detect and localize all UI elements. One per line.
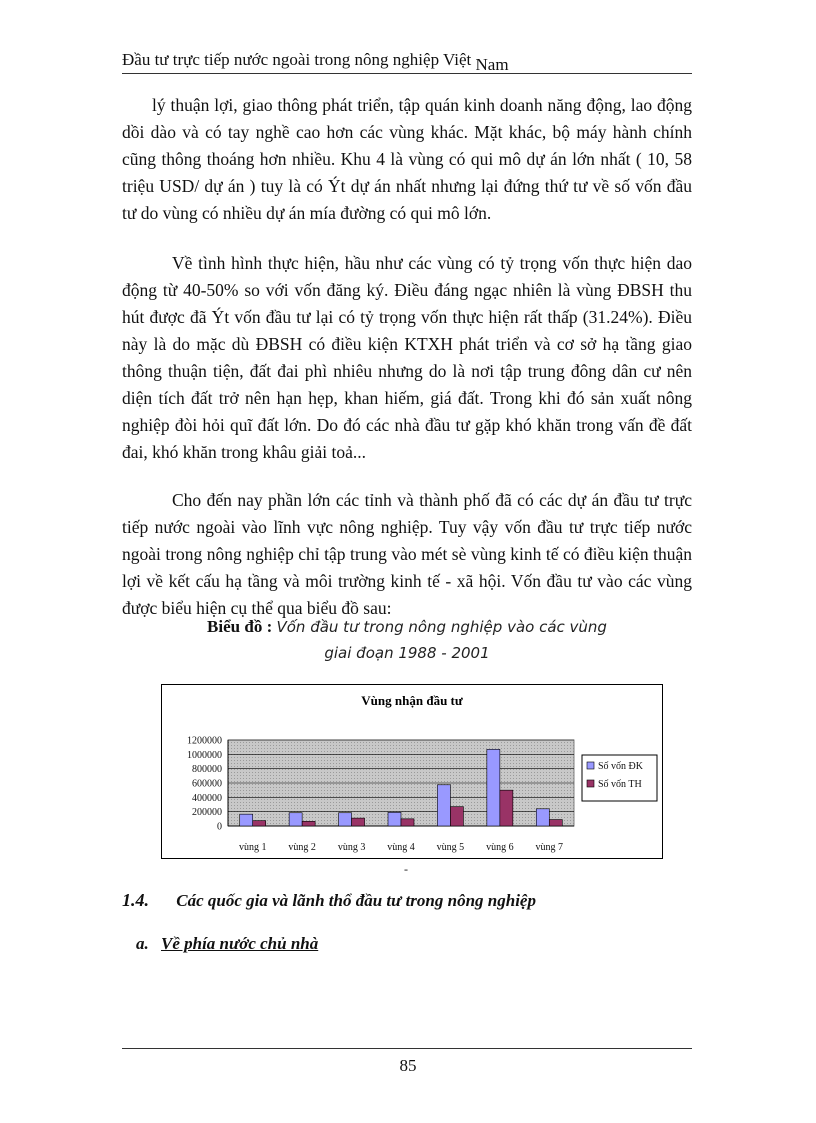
bar-dk [339,813,352,826]
y-tick-label: 200000 [192,807,222,819]
section-title: Các quốc gia và lãnh thổ đầu tư trong nông nghiệp [176,891,536,910]
legend-swatch [587,762,594,769]
subsection-title: Về phía nước chủ nhà [161,934,319,953]
paragraph-2: Về tình hình thực hiện, hầu như các vùng có tỷ trọng vốn thực hiện dao động từ 40-50% so với vốn đăng ký. Điều đáng ngạc nhiên là vùng ĐBSH thu hút được đã Ýt vốn đầu tư lại có tỷ trọng vốn thực hiện rất thấp (31.24%). Điều này là do mặc dù ĐBSH có điều kiện KTXH phát triển và cơ sở hạ tầng giao thông thuận tiện, đất đai phì nhiêu nhưng do là nơi tập trung đông dân cư nên diện tích đất trở nên hạn hẹp, khan hiếm, giá đất. Trong khi đó sản xuất nông nghiệp đòi hỏi quĩ đất lớn. Do đó các nhà đầu tư gặp khó khăn trong vấn đề đất đai, khó khăn trong khâu giải toả... [122,253,692,462]
running-header [122,50,692,74]
chart-dash: - [404,862,408,876]
chart-title: Vùng nhận đầu tư [361,693,463,708]
bar-th [401,819,414,826]
bar-dk [289,813,302,826]
subsection-marker: a. [136,934,149,953]
x-category-label: vùng 5 [436,842,465,853]
y-tick-label: 800000 [192,764,222,776]
x-category-label: vùng 6 [486,842,514,853]
y-tick-label: 1200000 [187,735,222,747]
section-heading [122,890,536,911]
y-tick-label: 400000 [192,792,222,804]
header-rule [122,73,692,74]
y-tick-label: 0 [217,821,222,833]
caption-line-1: Vốn đầu tư trong nông nghiệp vào các vùng [276,618,607,636]
page-number: 85 [399,1056,417,1075]
legend-label: Số vốn ĐK [598,761,644,772]
bar-th [549,820,562,826]
caption-label: Biểu đồ : [207,617,273,636]
paragraph-1: lý thuận lợi, giao thông phát triển, tập quán kinh doanh năng động, lao động dồi dào và có tay nghề cao hơn các vùng khác. Mặt khác, bộ máy hành chính cũng thông thoáng hơn nhiều. Khu 4 là vùng có qui mô dự án lớn nhất ( 10, 58 triệu USD/ dự án ) tuy là có Ýt dự án nhất nhưng lại đứng thứ tư về số vốn đầu tư do vùng có nhiều dự án mía đường có qui mô lớn. [122,95,692,223]
bar-chart [161,684,663,859]
bar-dk [388,812,401,826]
bar-dk [437,785,450,826]
y-tick-label: 1000000 [187,749,222,761]
header-title: Đầu tư trực tiếp nước ngoài trong nông nghiệp Việt [122,50,472,69]
x-category-label: vùng 3 [337,842,366,853]
paragraph-3: Cho đến nay phần lớn các tỉnh và thành phố đã có các dự án đầu tư trực tiếp nước ngoài vào lĩnh vực nông nghiệp. Tuy vậy vốn đầu tư trực tiếp nước ngoài trong nông nghiệp chỉ tập trung vào mét sè vùng kinh tế có điều kiện thuận lợi về kết cấu hạ tầng và môi trường kinh tế - xã hội. Vốn đầu tư vào các vùng được biểu hiện cụ thể qua biểu đồ sau: [122,490,692,618]
bar-th [253,821,266,826]
y-tick-label: 600000 [192,778,222,790]
bar-th [450,807,463,826]
chart-svg [162,685,662,858]
section-number: 1.4. [122,890,149,910]
x-category-label: vùng 1 [238,842,267,853]
bar-dk [487,749,500,826]
caption-line-2: giai đoạn 1988 - 2001 [324,644,490,662]
bar-th [302,821,315,826]
legend-swatch [587,780,594,787]
chart-caption [122,614,692,666]
x-category-label: vùng 7 [535,842,564,853]
x-category-label: vùng 4 [387,842,415,853]
bar-th [500,790,513,826]
header-title-end: Nam [475,55,509,74]
bar-dk [536,809,549,826]
footer-rule [122,1048,692,1049]
x-category-label: vùng 2 [288,842,316,853]
legend-label: Số vốn TH [598,779,642,790]
bar-dk [240,814,253,826]
subsection-heading [136,934,318,954]
bar-th [352,818,365,826]
